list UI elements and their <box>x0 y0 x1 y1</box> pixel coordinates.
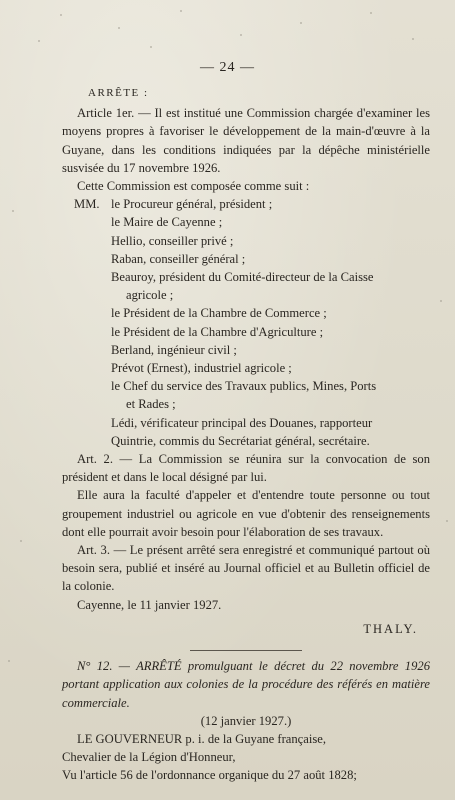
document-body <box>62 84 430 785</box>
members-first-line <box>74 195 430 213</box>
article-1: Article 1er. — Il est institué une Commission chargée d'examiner les moyens propres à favoriser le développement de la main-d'œuvre à la Guyane, dans les conditions indiquées par la dépêche ministérielle susvisée du 17 novembre 1926. <box>62 106 430 175</box>
list-item: le Procureur général, président ; <box>111 197 273 212</box>
decree-12-date: (12 janvier 1927.) <box>200 713 292 728</box>
list-item: Lédi, vérificateur principal des Douanes, rapporteur <box>111 415 373 430</box>
article-2: Art. 2. — La Commission se réunira sur la convocation de son président et dans le local désigné par lui. <box>62 452 430 485</box>
list-item: Hellio, conseiller privé ; <box>111 233 234 248</box>
list-item: le Président de la Chambre d'Agriculture ; <box>111 324 324 339</box>
chevalier-line: Chevalier de la Légion d'Honneur, <box>62 750 236 765</box>
vu-line: Vu l'article 56 de l'ordonnance organique du 27 août 1828; <box>62 768 357 783</box>
composition-line: Cette Commission est composée comme suit : <box>77 179 310 194</box>
list-item: agricole ; <box>126 288 174 303</box>
list-item: Beauroy, président du Comité-directeur de la Caisse <box>111 270 374 285</box>
mm-label: MM. <box>74 197 100 212</box>
signature: THALY. <box>363 621 418 636</box>
list-item: Raban, conseiller général ; <box>111 251 246 266</box>
decree-12-title: N° 12. — ARRÊTÉ promulguant le décret du 22 novembre 1926 portant application aux colonies de la procédure des référés en matière commerciale. <box>62 659 430 710</box>
article-3: Art. 3. — Le présent arrêté sera enregistré et communiqué partout où besoin sera, publié et inséré au Journal officiel et au Bulletin officiel de la colonie. <box>62 543 430 594</box>
list-item: Quintrie, commis du Secrétariat général, secrétaire. <box>111 433 370 448</box>
page-number: — 24 — <box>200 60 255 75</box>
arrete-heading: ARRÊTE : <box>88 87 149 99</box>
section-divider <box>190 650 302 651</box>
list-item: Prévot (Ernest), industriel agricole ; <box>111 361 292 376</box>
signature-date: Cayenne, le 11 janvier 1927. <box>77 597 222 612</box>
gouverneur-line: LE GOUVERNEUR p. i. de la Guyane française, <box>77 731 327 746</box>
list-item: le Maire de Cayenne ; <box>111 215 223 230</box>
list-item: et Rades ; <box>126 397 176 412</box>
list-item: Berland, ingénieur civil ; <box>111 342 237 357</box>
list-item: le Chef du service des Travaux publics, Mines, Ports <box>111 379 377 394</box>
members-list <box>62 195 430 450</box>
article-2-continued: Elle aura la faculté d'appeler et d'entendre toute personne ou tout groupement industriel ou agricole en vue d'obtenir des renseignements dont elle pourrait avoir besoin pour l'élaboration de ses travaux. <box>62 488 430 539</box>
list-item: le Président de la Chambre de Commerce ; <box>111 306 327 321</box>
